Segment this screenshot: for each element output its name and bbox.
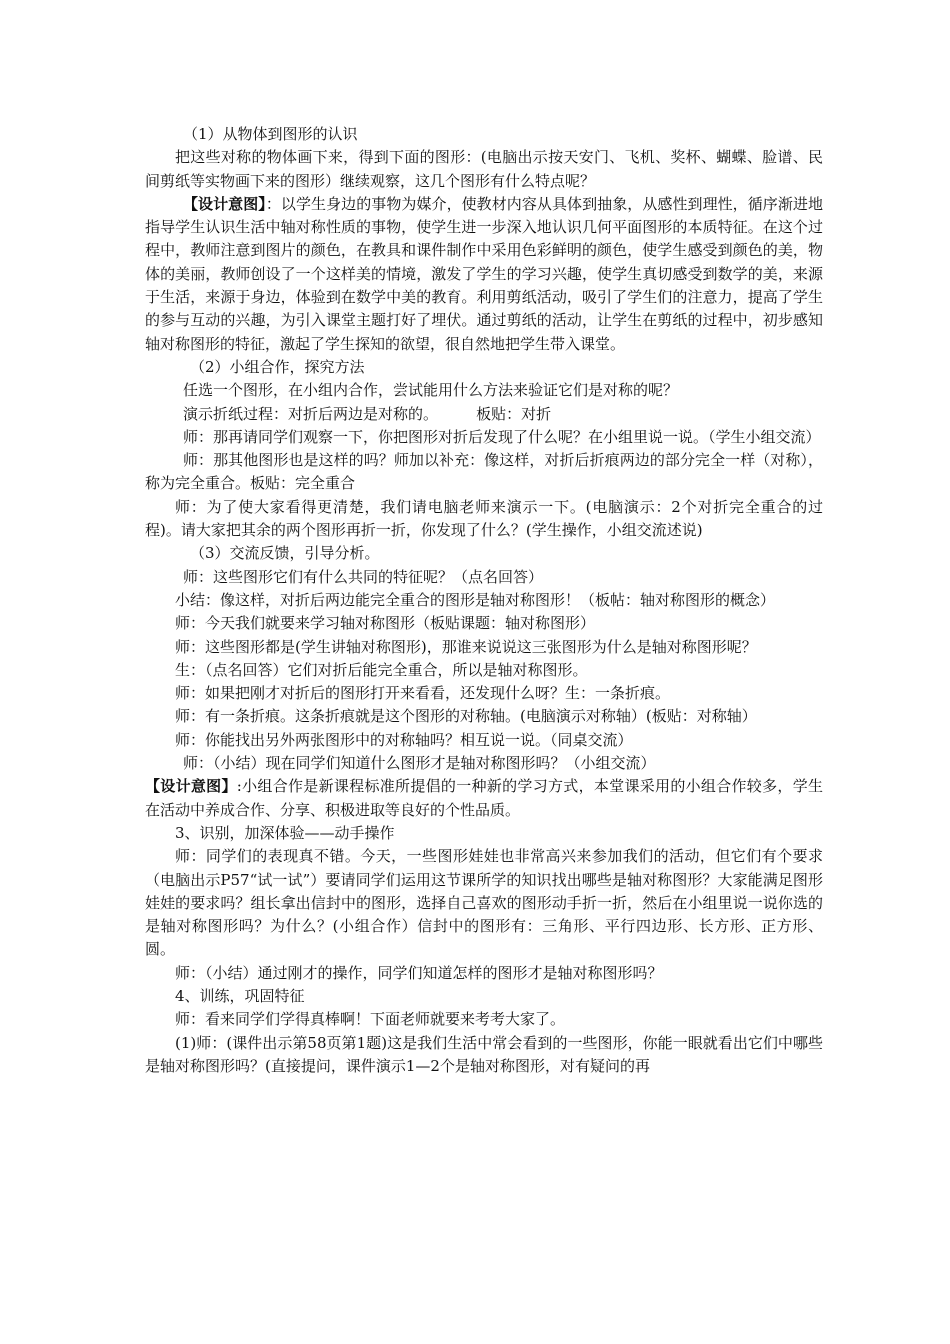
paragraph: 师：（小结）现在同学们知道什么图形才是轴对称图形吗？（小组交流）	[183, 754, 656, 773]
paragraph: 演示折纸过程：对折后两边是对称的。 板贴：对折	[183, 404, 552, 423]
paragraph: 师：这些图形它们有什么共同的特征呢？（点名回答）	[183, 567, 544, 586]
design-intent-label: 【设计意图】	[183, 194, 266, 213]
paragraph: 师：如果把刚才对折后的图形打开来看看，还发现什么呀？生：一条折痕。	[175, 684, 671, 703]
paragraph: 师：你能找出另外两张图形中的对称轴吗？相互说一说。（同桌交流）	[175, 730, 633, 749]
paragraph: 任选一个图形，在小组内合作，尝试能用什么方法来验证它们是对称的呢？	[183, 381, 679, 400]
paragraph-heading-1: （1）从物体到图形的认识	[183, 125, 358, 143]
paragraph-heading-3: （3）交流反馈，引导分析。	[190, 544, 380, 563]
paragraph-heading-2: （2）小组合作，探究方法	[190, 357, 365, 376]
design-intent-paragraph: 【设计意图】：以学生身边的事物为媒介，使教材内容从具体到抽象，从感性到理性，循序渐进地指导学生认识生活中轴对称性质的事物，使学生进一步深入地认识几何平面图形的本质特征。在这个过程中，教师注意到图片的颜色，在教具和课件制作中采用色彩鲜明的颜色，使学生感受到颜色的美，物体的美丽，教师创设了一个这样美的情境，激发了学生的学习兴趣，使学生真切感受到数学的美，来源于生活，来源于身边，体验到在数学中美的教育。利用剪纸活动，吸引了学生们的注意力，提高了学生的参与互动的兴趣，为引入课堂主题打好了埋伏。通过剪纸的活动，让学生在剪纸的过程中，初步感知轴对称图形的特征，激起了学生探知的欲望，很自然地把学生带入课堂。	[145, 194, 823, 353]
paragraph: 师：那再请同学们观察一下，你把图形对折后发现了什么呢？在小组里说一说。（学生小组交流）	[183, 427, 821, 446]
document-body	[145, 123, 823, 1078]
paragraph: 师：为了使大家看得更清楚，我们请电脑老师来演示一下。(电脑演示：2个对折完全重合的过程)。请大家把其余的两个图形再折一折，你发现了什么？(学生操作，小组交流述说)	[145, 497, 823, 540]
paragraph: 师：看来同学们学得真棒啊！下面老师就要来考考大家了。	[175, 1010, 566, 1029]
paragraph: (1)师：(课件出示第58页第1题)这是我们生活中常会看到的一些图形，你能一眼就看出它们中哪些是轴对称图形吗？(直接提问，课件演示1—2个是轴对称图形，对有疑问的再	[145, 1033, 823, 1075]
paragraph: 师：（小结）通过刚才的操作，同学们知道怎样的图形才是轴对称图形吗？	[175, 963, 663, 982]
paragraph: 生：（点名回答）它们对折后能完全重合，所以是轴对称图形。	[175, 660, 588, 679]
design-intent-label: 【设计意图】	[145, 777, 237, 796]
section-heading-4: 4、训练，巩固特征	[175, 986, 305, 1005]
paragraph: 师：今天我们就要来学习轴对称图形（板贴课题：轴对称图形）	[175, 614, 596, 633]
paragraph: 师：这些图形都是(学生讲轴对称图形)，那谁来说说这三张图形为什么是轴对称图形呢？	[175, 637, 757, 656]
section-heading-3: 3、识别，加深体验——动手操作	[175, 823, 395, 842]
paragraph: 小结：像这样，对折后两边能完全重合的图形是轴对称图形！（板帖：轴对称图形的概念）	[175, 590, 776, 609]
paragraph: 师：那其他图形也是这样的吗？师加以补充：像这样，对折后折痕两边的部分完全一样（对称），称为完全重合。板贴：完全重合	[145, 451, 823, 493]
design-intent-paragraph: 【设计意图】:小组合作是新课程标准所提倡的一种新的学习方式，本堂课采用的小组合作较多，学生在活动中养成合作、分享、积极进取等良好的个性品质。	[145, 777, 823, 819]
paragraph: 把这些对称的物体画下来，得到下面的图形：(电脑出示按天安门、飞机、奖杯、蝴蝶、脸谱、民间剪纸等实物画下来的图形）继续观察，这几个图形有什么特点呢？	[145, 148, 823, 190]
paragraph: 师：有一条折痕。这条折痕就是这个图形的对称轴。(电脑演示对称轴）(板贴：对称轴）	[175, 707, 757, 726]
paragraph: 师：同学们的表现真不错。今天，一些图形娃娃也非常高兴来参加我们的活动，但它们有个要求（电脑出示P57“试一试”）要请同学们运用这节课所学的知识找出哪些是轴对称图形？大家能满足图形娃娃的要求吗？组长拿出信封中的图形，选择自己喜欢的图形动手折一折，然后在小组里说一说你选的是轴对称图形吗？为什么？(小组合作）信封中的图形有：三角形、平行四边形、长方形、正方形、圆。	[145, 847, 823, 959]
